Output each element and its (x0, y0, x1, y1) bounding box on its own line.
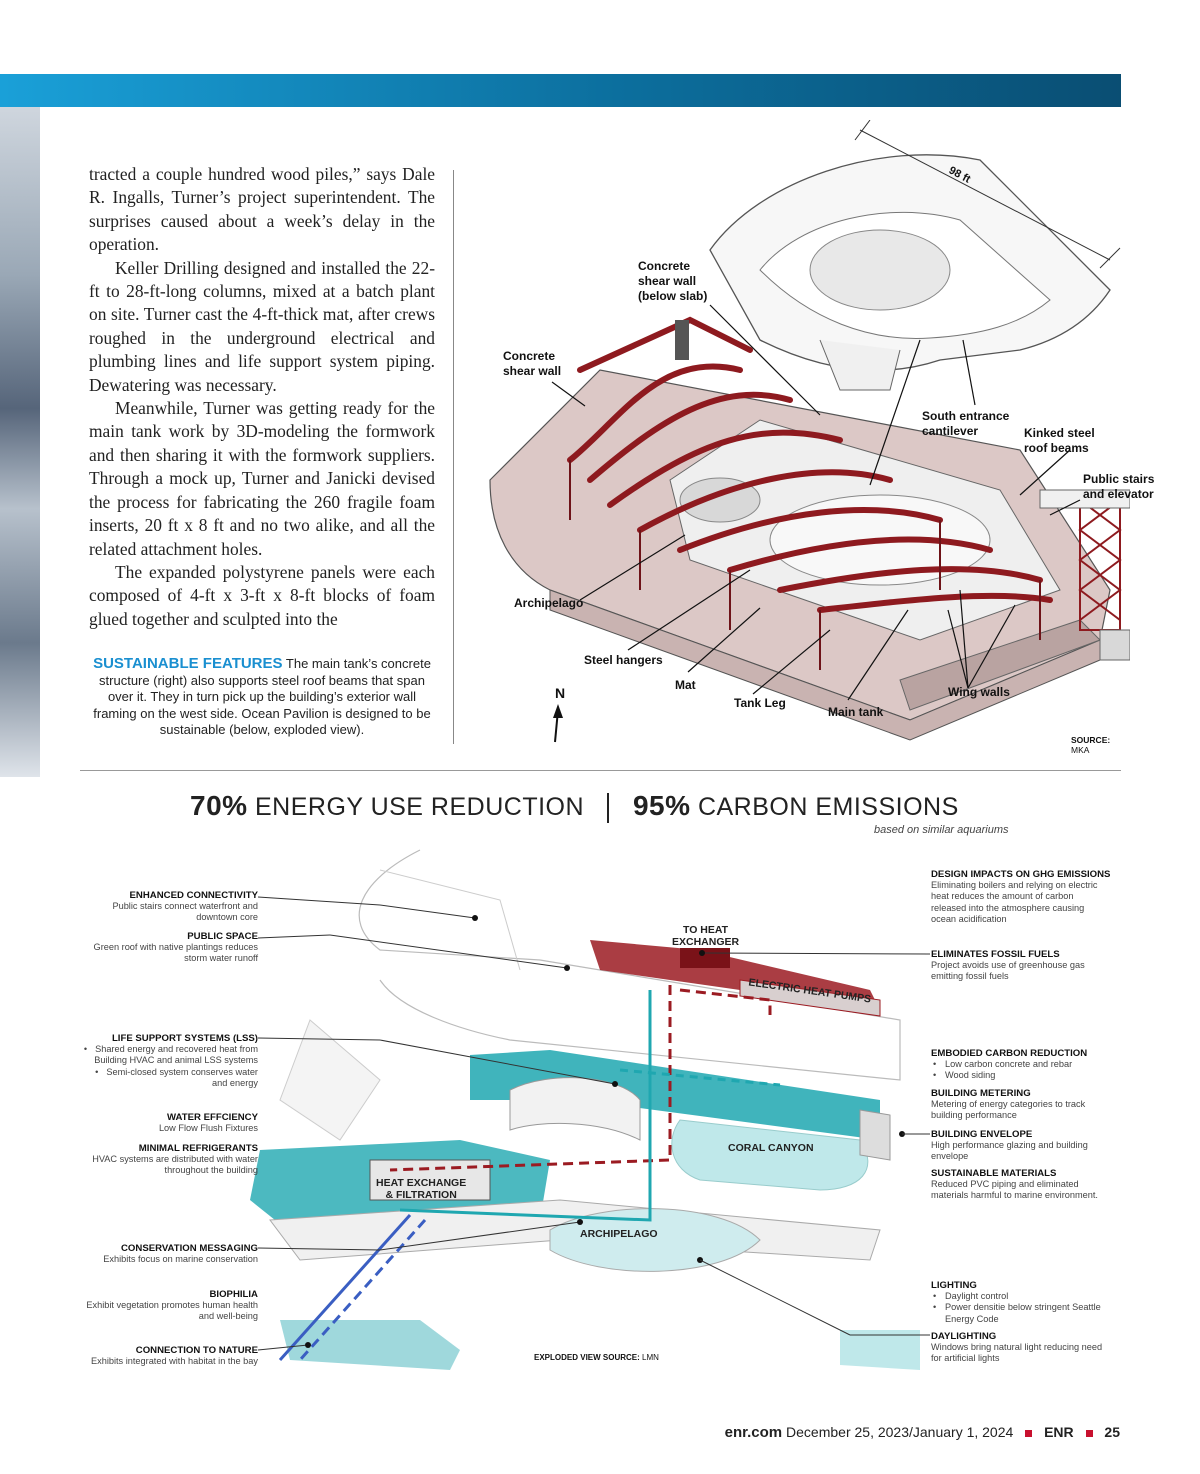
label-electric-heat-pumps: ELECTRIC HEAT PUMPS (747, 976, 872, 1006)
feature-connection-to-nature: CONNECTION TO NATURE Exhibits integrated with habitat in the bay (90, 1345, 258, 1367)
feature-daylighting: DAYLIGHTING Windows bring natural light reducing need for artificial lights (931, 1331, 1103, 1364)
label-south-entrance: South entrance cantilever (922, 409, 1010, 438)
label-tank-leg: Tank Leg (734, 696, 786, 710)
label-to-heat-exchanger: TO HEAT EXCHANGER (672, 924, 740, 948)
footer-square-icon (1025, 1430, 1032, 1437)
dimension-label: 98 ft (946, 164, 973, 186)
headline-divider (607, 793, 609, 823)
feature-building-metering: BUILDING METERING Metering of energy categories to track building performance (931, 1088, 1086, 1121)
label-coral-canyon: CORAL CANYON (728, 1142, 814, 1154)
feature-biophilia: BIOPHILIA Exhibit vegetation promotes human health and well-being (86, 1289, 258, 1322)
exploded-view-diagram (80, 840, 1121, 1380)
source-credit: SOURCE: MKA (1071, 735, 1111, 755)
headline-subtitle: based on similar aquariums (874, 824, 1009, 836)
section-divider (80, 770, 1121, 771)
article-body (89, 163, 435, 631)
label-kinked-beams: Kinked steel roof beams (1024, 426, 1095, 455)
stat-carbon: 95% (632, 790, 691, 821)
feature-life-support: LIFE SUPPORT SYSTEMS (LSS) • Shared energy and recovered heat from Building HVAC and animal LSS systems • Semi-closed system conserves water and energy (80, 1033, 258, 1089)
label-shear-wall-below: Concrete shear wall (below slab) (638, 259, 708, 303)
label-archipelago-level: ARCHIPELAGO (580, 1228, 658, 1240)
feature-conservation-messaging: CONSERVATION MESSAGING Exhibits focus on marine conservation (103, 1243, 258, 1265)
stat-energy: 70% (190, 790, 248, 821)
label-archipelago: Archipelago (514, 596, 584, 610)
label-wing-walls: Wing walls (948, 685, 1010, 699)
footer-date: December 25, 2023/January 1, 2024 (786, 1424, 1014, 1440)
label-public-stairs: Public stairs and elevator (1083, 472, 1155, 501)
column-rule (453, 170, 454, 744)
label-steel-hangers: Steel hangers (584, 653, 663, 667)
label-mat: Mat (675, 678, 696, 692)
side-photo-strip (0, 107, 40, 777)
feature-enhanced-connectivity: ENHANCED CONNECTIVITY Public stairs connect waterfront and downtown core (112, 890, 258, 923)
exploded-view-source: EXPLODED VIEW SOURCE: LMN (534, 1353, 659, 1362)
caption-text: The main tank’s concrete structure (right) also supports steel roof beams that span over it. They in turn pick up the building’s exterior wall framing on the west side. Ocean Pavilion is designed to be sustainable (below, exploded view). (93, 656, 431, 737)
body-paragraph: The expanded polystyrene panels were each composed of 4-ft x 3-ft x 8-ft blocks of foam glued together and sculpted into the (89, 561, 435, 629)
label-main-tank: Main tank (828, 705, 884, 719)
footer-magazine: ENR (1044, 1424, 1074, 1440)
page-footer (725, 1424, 1120, 1441)
label-heat-exchange: HEAT EXCHANGE & FILTRATION (376, 1177, 467, 1201)
stat-carbon-label: CARBON EMISSIONS (697, 793, 959, 821)
header-color-bar (0, 74, 1121, 107)
stat-energy-label: ENERGY USE REDUCTION (255, 793, 585, 821)
label-shear-wall: Concrete shear wall (503, 349, 562, 378)
footer-square-icon (1086, 1430, 1093, 1437)
feature-lighting: LIGHTING • Daylight control • Power densitie below stringent Seattle Energy Code (931, 1280, 1111, 1325)
feature-sustainable-materials: SUSTAINABLE MATERIALS Reduced PVC piping and eliminated materials harmful to marine environment. (931, 1168, 1098, 1201)
caption-heading: SUSTAINABLE FEATURES (93, 655, 283, 672)
north-arrow-label: N (555, 685, 566, 701)
feature-fossil-fuels: ELIMINATES FOSSIL FUELS Project avoids use of greenhouse gas emitting fossil fuels (931, 949, 1085, 982)
feature-public-space: PUBLIC SPACE Green roof with native plantings reduces storm water runoff (93, 931, 258, 964)
body-paragraph: Meanwhile, Turner was getting ready for the main tank work by 3D-modeling the formwork and then sharing it with the formwork suppliers. Through a mock up, Turner and Janicki devised the process for fabricating the 260 fragile foam inserts, 20 ft x 8 ft and no two alike, and all the related attachment holes. (89, 398, 435, 559)
footer-site: enr.com (724, 1424, 783, 1441)
feature-embodied-carbon: EMBODIED CARBON REDUCTION • Low carbon concrete and rebar • Wood siding (931, 1048, 1111, 1082)
figure-caption (89, 656, 435, 739)
body-paragraph: tracted a couple hundred wood piles,” says Dale R. Ingalls, Turner’s project superintendent. The surprises caused about a week’s delay in the operation. (89, 164, 435, 255)
page-number: 25 (1104, 1424, 1120, 1440)
feature-water-efficiency: WATER EFFCIENCY Low Flow Flush Fixtures (158, 1112, 258, 1134)
feature-minimal-refrigerants: MINIMAL REFRIGERANTS HVAC systems are distributed with water throughout the building (92, 1143, 258, 1176)
feature-ghg-emissions: DESIGN IMPACTS ON GHG EMISSIONS Eliminating boilers and relying on electric heat reduces the amount of carbon released into the atmosphere causing ocean acidification (931, 869, 1111, 924)
body-paragraph: Keller Drilling designed and installed the 22-ft to 28-ft-long columns, mixed at a batch plant on site. Turner cast the 4-ft-thick mat, after crews roughed in the underground electrical and plumbing lines and life support system piping. Dewatering was necessary. (89, 257, 435, 395)
structural-diagram (460, 120, 1155, 760)
feature-building-envelope: BUILDING ENVELOPE High performance glazing and building envelope (931, 1129, 1088, 1162)
